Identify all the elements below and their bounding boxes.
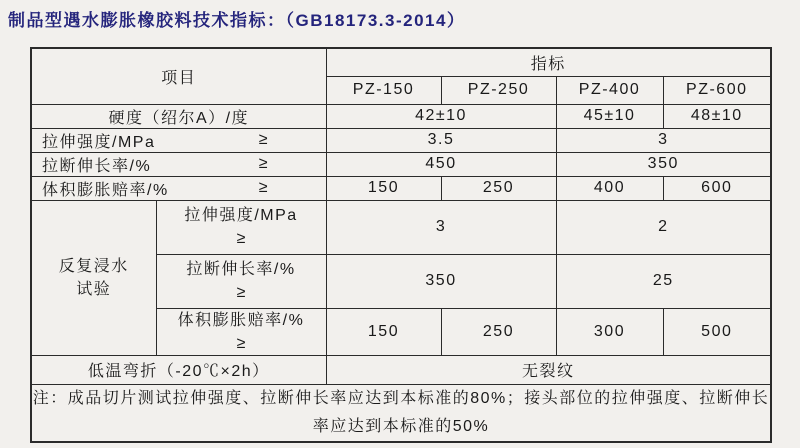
immersion-group-label-line1: 反复浸水 [58,257,129,275]
low-temp-bend-row [31,355,771,384]
immersion-volume-value-pz150: 150 [326,308,441,355]
immersion-elongation-value-pz150-pz250: 350 [326,254,556,308]
tensile-value-pz150-pz250: 3.5 [326,128,556,152]
col-header-pz600: PZ-600 [663,76,771,104]
header-row-1 [31,48,771,76]
hardness-value-pz400: 45±10 [556,104,663,128]
note-row [31,384,771,442]
gte-symbol: ≥ [258,179,268,196]
elongation-value-pz150-pz250: 450 [326,152,556,176]
spec-table [30,47,772,443]
immersion-tensile-value-pz400-pz600: 2 [556,200,771,254]
tensile-strength-label: 拉伸强度/MPa [42,133,156,151]
immersion-volume-value-pz400: 300 [556,308,663,355]
immersion-volume-value-pz250: 250 [441,308,556,355]
immersion-tensile-row [31,200,771,254]
col-header-pz400: PZ-400 [556,76,663,104]
immersion-elongation-label: 拉断伸长率/% [186,260,296,278]
immersion-elongation-label-cell [156,254,326,308]
volume-expansion-label-cell [31,176,326,200]
elongation-label: 拉断伸长率/% [42,157,152,175]
tensile-strength-row [31,128,771,152]
volume-expansion-row [31,176,771,200]
hardness-value-pz150-pz250: 42±10 [326,104,556,128]
hardness-value-pz600: 48±10 [663,104,771,128]
low-temp-bend-value: 无裂纹 [326,355,771,384]
volume-value-pz400: 400 [556,176,663,200]
tensile-strength-label-cell [31,128,326,152]
immersion-tensile-label-cell [156,200,326,254]
hardness-row [31,104,771,128]
volume-value-pz150: 150 [326,176,441,200]
immersion-tensile-label: 拉伸强度/MPa [184,206,298,224]
col-header-pz250: PZ-250 [441,76,556,104]
low-temp-bend-label: 低温弯折（-20℃×2h） [31,355,326,384]
hardness-label: 硬度（绍尔A）/度 [31,104,326,128]
elongation-label-cell [31,152,326,176]
immersion-volume-value-pz600: 500 [663,308,771,355]
gte-symbol: ≥ [258,155,268,172]
page-title: 制品型遇水膨胀橡胶料技术指标：（GB18173.3-2014） [8,11,466,30]
immersion-elongation-value-pz400-pz600: 25 [556,254,771,308]
gte-symbol: ≥ [258,131,268,148]
volume-value-pz600: 600 [663,176,771,200]
immersion-volume-label-cell [156,308,326,355]
header-item-cell: 项目 [31,48,326,104]
gte-symbol: ≥ [236,230,246,247]
elongation-value-pz400-pz600: 350 [556,152,771,176]
gte-symbol: ≥ [236,334,246,352]
col-header-pz150: PZ-150 [326,76,441,104]
elongation-row [31,152,771,176]
volume-expansion-label: 体积膨胀赔率/% [42,181,169,199]
gte-symbol: ≥ [236,284,246,301]
immersion-volume-label: 体积膨胀赔率/% [177,311,305,329]
volume-value-pz250: 250 [441,176,556,200]
immersion-group-label [31,200,156,355]
immersion-tensile-value-pz150-pz250: 3 [326,200,556,254]
immersion-group-label-line2: 试验 [76,280,112,298]
tensile-value-pz400-pz600: 3 [556,128,771,152]
header-index-cell: 指标 [326,48,771,76]
table-note: 注：成品切片测试拉伸强度、拉断伸长率应达到本标准的80%；接头部位的拉伸强度、拉断伸长率应达到本标准的50% [31,384,771,442]
